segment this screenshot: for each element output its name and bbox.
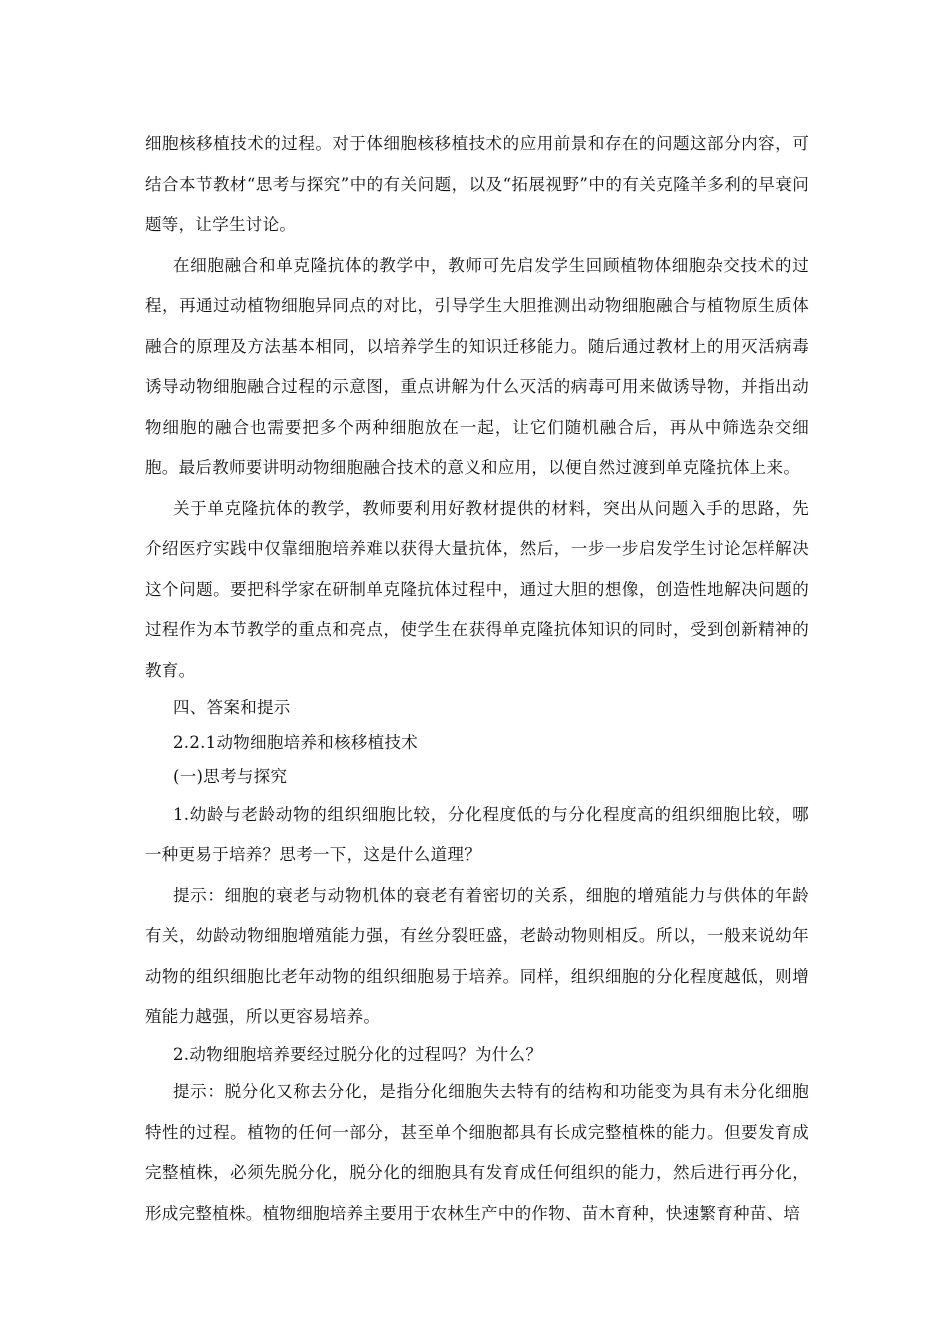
paragraph-monoclonal-antibody: 关于单克隆抗体的教学，教师要利用好教材提供的材料，突出从问题入手的思路，先介绍医疗实践中仅靠细胞培养难以获得大量抗体，然后，一步一步启发学生讨论怎样解决这个问题。要把科学家在研制单克隆抗体过程中，通过大胆的想像，创造性地解决问题的过程作为本节教学的重点和亮点，使学生在获得单克隆抗体知识的同时，受到创新精神的教育。 — [145, 498, 809, 680]
paragraph-cell-fusion: 在细胞融合和单克隆抗体的教学中，教师可先启发学生回顾植物体细胞杂交技术的过程，再通过动植物细胞异同点的对比，引导学生大胆推测出动物细胞融合与植物原生质体融合的原理及方法基本相同，以培养学生的知识迁移能力。随后通过教材上的用灭活病毒诱导动物细胞融合过程的示意图，重点讲解为什么灭活的病毒可用来做诱导物，并指出动物细胞的融合也需要把多个两种细胞放在一起，让它们随机融合后，再从中筛选杂交细胞。最后教师要讲明动物细胞融合技术的意义和应用，以便自然过渡到单克隆抗体上来。 — [145, 255, 809, 477]
hint-2: 提示：脱分化又称去分化，是指分化细胞失去特有的结构和功能变为具有未分化细胞特性的过程。植物的任何一部分，甚至单个细胞都具有长成完整植株的能力。但要发育成完整植株，必须先脱分化，脱分化的细胞具有发育成任何组织的能力，然后进行再分化，形成完整植株。植物细胞培养主要用于农林生产中的作物、苗木育种，快速繁育种苗、培 — [145, 1082, 809, 1223]
question-1: 1.幼龄与老龄动物的组织细胞比较，分化程度低的与分化程度高的组织细胞比较，哪一种更易于培养？思考一下，这是什么道理？ — [145, 804, 809, 864]
paragraph-continuation: 细胞核移植技术的过程。对于体细胞核移植技术的应用前景和存在的问题这部分内容，可结合本节教材“思考与探究”中的有关问题，以及“拓展视野”中的有关克隆羊多利的早衰问题等，让学生讨论。 — [145, 134, 809, 234]
document-body — [145, 124, 809, 1234]
sub-subsection-heading: (一)思考与探究 — [173, 767, 288, 786]
subsection-heading: 2.2.1动物细胞培养和核移植技术 — [173, 732, 419, 752]
section-heading: 四、答案和提示 — [173, 698, 291, 717]
hint-1: 提示：细胞的衰老与动物机体的衰老有着密切的关系，细胞的增殖能力与供体的年龄有关，幼龄动物细胞增殖能力强，有丝分裂旺盛，老龄动物则相反。所以，一般来说幼年动物的组织细胞比老年动物的组织细胞易于培养。同样，组织细胞的分化程度越低，则增殖能力越强，所以更容易培养。 — [145, 885, 809, 1026]
question-2: 2.动物细胞培养要经过脱分化的过程吗？为什么？ — [173, 1044, 543, 1064]
